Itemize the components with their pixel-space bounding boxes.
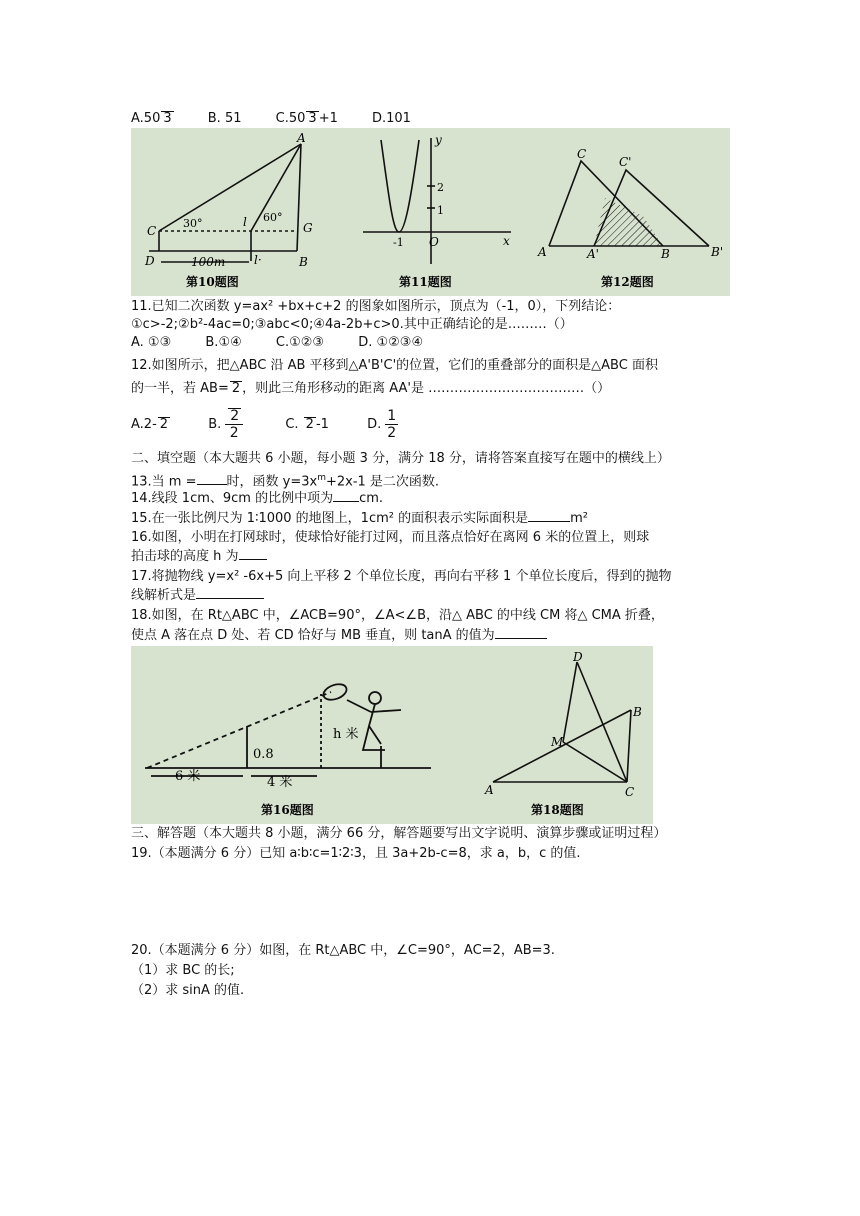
fig18-label-d: D	[573, 650, 583, 664]
q18-line2: 使点 A 落在点 D 处、若 CD 恰好与 MB 垂直，则 tanA 的值为	[131, 627, 547, 645]
fig11-label-y: y	[435, 133, 442, 147]
q18-blank[interactable]	[495, 638, 547, 639]
fig12-label-a2: A'	[587, 247, 599, 261]
q11-options	[131, 334, 453, 352]
fig10-label-d: D	[145, 254, 155, 268]
q17-blank[interactable]	[196, 598, 264, 599]
q10-option-b: B. 51	[207, 111, 242, 126]
fig12-label-b2: B'	[711, 245, 724, 259]
fig16-label-height: 0.8	[253, 747, 274, 762]
fig12-label-b: B	[661, 247, 670, 261]
figure-16	[145, 681, 431, 776]
q16-line1: 16.如图，小明在打网球时，使球恰好能打过网，而且落点恰好在离网 6 米的位置上，则球	[131, 530, 650, 545]
fig10-label-g: G	[303, 221, 313, 235]
fig16-label-6m: 6 米	[175, 769, 201, 784]
q18-line1: 18.如图，在 Rt△ABC 中，∠ACB=90°，∠A<∠B，沿△ ABC 的中线 CM 将△ CMA 折叠，	[131, 608, 664, 623]
q14: 14.线段 1cm、9cm 的比例中项为 cm.	[131, 491, 384, 506]
fig18-label-b: B	[633, 705, 642, 719]
figure-12	[549, 161, 709, 246]
q12-option-c: C. 2 -1	[285, 417, 329, 432]
q16-line2: 拍击球的高度 h 为	[131, 548, 267, 566]
fig11-label-minus1: -1	[393, 236, 404, 249]
figures-10-11-12	[131, 128, 730, 296]
q13: 13.当 m = 时，函数 $y=3x^m+2x-1$ 是二次函数.	[131, 473, 440, 490]
fig10-label-b: B	[299, 255, 308, 269]
q11-line2: ①c>-2;②b²-4ac=0;③abc<0;④4a-2b+c>0.其中正确结论的是………（）	[131, 317, 573, 332]
q11-option-a: A. ①③	[131, 335, 172, 350]
fig18-label-a: A	[485, 783, 494, 797]
q10-option-a: A.50 3	[131, 111, 172, 126]
fig11-label-2: 2	[437, 181, 444, 194]
fig11-caption: 第11题图	[399, 275, 452, 289]
figures-16-18	[131, 646, 653, 824]
section-3-heading: 三、解答题（本大题共 8 小题，满分 66 分，解答题要写出文字说明、演算步骤或证明过程）	[131, 826, 667, 841]
q20-line2: （1）求 BC 的长;	[131, 963, 235, 978]
fig12-caption: 第12题图	[601, 275, 654, 289]
q12-option-a: A.2- 2	[131, 417, 169, 432]
fig10-distance: 100m	[191, 255, 226, 269]
fig11-label-1: 1	[437, 204, 444, 217]
fig16-label-4m: 4 米	[267, 775, 293, 790]
fig16-label-h: h 米	[333, 727, 359, 742]
q14-blank[interactable]	[333, 501, 359, 502]
q16-blank[interactable]	[239, 559, 267, 560]
fig11-label-x: x	[503, 234, 510, 248]
fig16-caption: 第16题图	[261, 803, 314, 817]
q15-blank[interactable]	[528, 521, 570, 522]
fig12-label-a: A	[538, 245, 547, 259]
q11-option-d: D. ①②③④	[358, 335, 424, 350]
q20-line1: 20.（本题满分 6 分）如图，在 Rt△ABC 中，∠C=90°，AC=2，AB=3.	[131, 943, 555, 958]
figure-10	[149, 144, 301, 262]
fig11-label-origin: O	[429, 235, 439, 249]
q17-line1: 17.将抛物线 y=x² -6x+5 向上平移 2 个单位长度，再向右平移 1 个单位长度后，得到的抛物	[131, 569, 672, 584]
fig10-caption: 第10题图	[186, 275, 239, 289]
q11-option-b: B.①④	[205, 335, 242, 350]
q12-options	[131, 406, 402, 444]
fig12-label-c: C	[577, 147, 587, 161]
q15: 15.在一张比例尺为 1∶1000 的地图上，1cm² 的面积表示实际面积是 m²	[131, 511, 588, 526]
q10-option-d: D.101	[372, 111, 411, 126]
fig10-angle-60: 60°	[263, 211, 283, 224]
fig10-label-c: C	[147, 224, 157, 238]
q17-line2: 线解析式是	[131, 587, 264, 605]
q11-option-c: C.①②③	[275, 335, 325, 350]
q12-line2: 的一半，若 AB= 2 ，则此三角形移动的距离 AA'是 ………………………………（）	[131, 381, 611, 396]
fig10-angle-30: 30°	[183, 217, 203, 230]
q12-option-b: B. $\frac{2}{2}$	[208, 417, 247, 432]
fig10-label-l2: l·	[254, 253, 262, 267]
fig10-label-l: l	[243, 215, 247, 229]
fig18-label-m: M	[551, 735, 564, 749]
fig18-caption: 第18题图	[531, 803, 584, 817]
q20-line3: （2）求 sinA 的值.	[131, 983, 245, 998]
q13-blank[interactable]	[197, 484, 227, 485]
fig12-label-c2: C'	[619, 155, 632, 169]
q11-line1: 11.已知二次函数 y=ax² +bx+c+2 的图象如图所示，顶点为（-1，0），下列结论：	[131, 299, 621, 314]
fig18-label-c: C	[625, 785, 635, 799]
fig10-label-a: A	[297, 131, 306, 145]
figure-18	[493, 662, 631, 782]
q12-option-d: D. $\frac{1}{2}$	[367, 408, 397, 441]
q19: 19.（本题满分 6 分）已知 a∶b∶c=1∶2∶3，且 3a+2b-c=8，求 a，b，c 的值.	[131, 846, 581, 861]
q10-options	[131, 110, 441, 128]
q10-option-c: C.50 3 +1	[275, 111, 338, 126]
section-2-heading: 二、填空题（本大题共 6 小题，每小题 3 分，满分 18 分，请将答案直接写在题中的横线上）	[131, 451, 670, 466]
q12-line1: 12.如图所示，把△ABC 沿 AB 平移到△A'B'C'的位置，它们的重叠部分的面积是△ABC 面积	[131, 358, 658, 373]
